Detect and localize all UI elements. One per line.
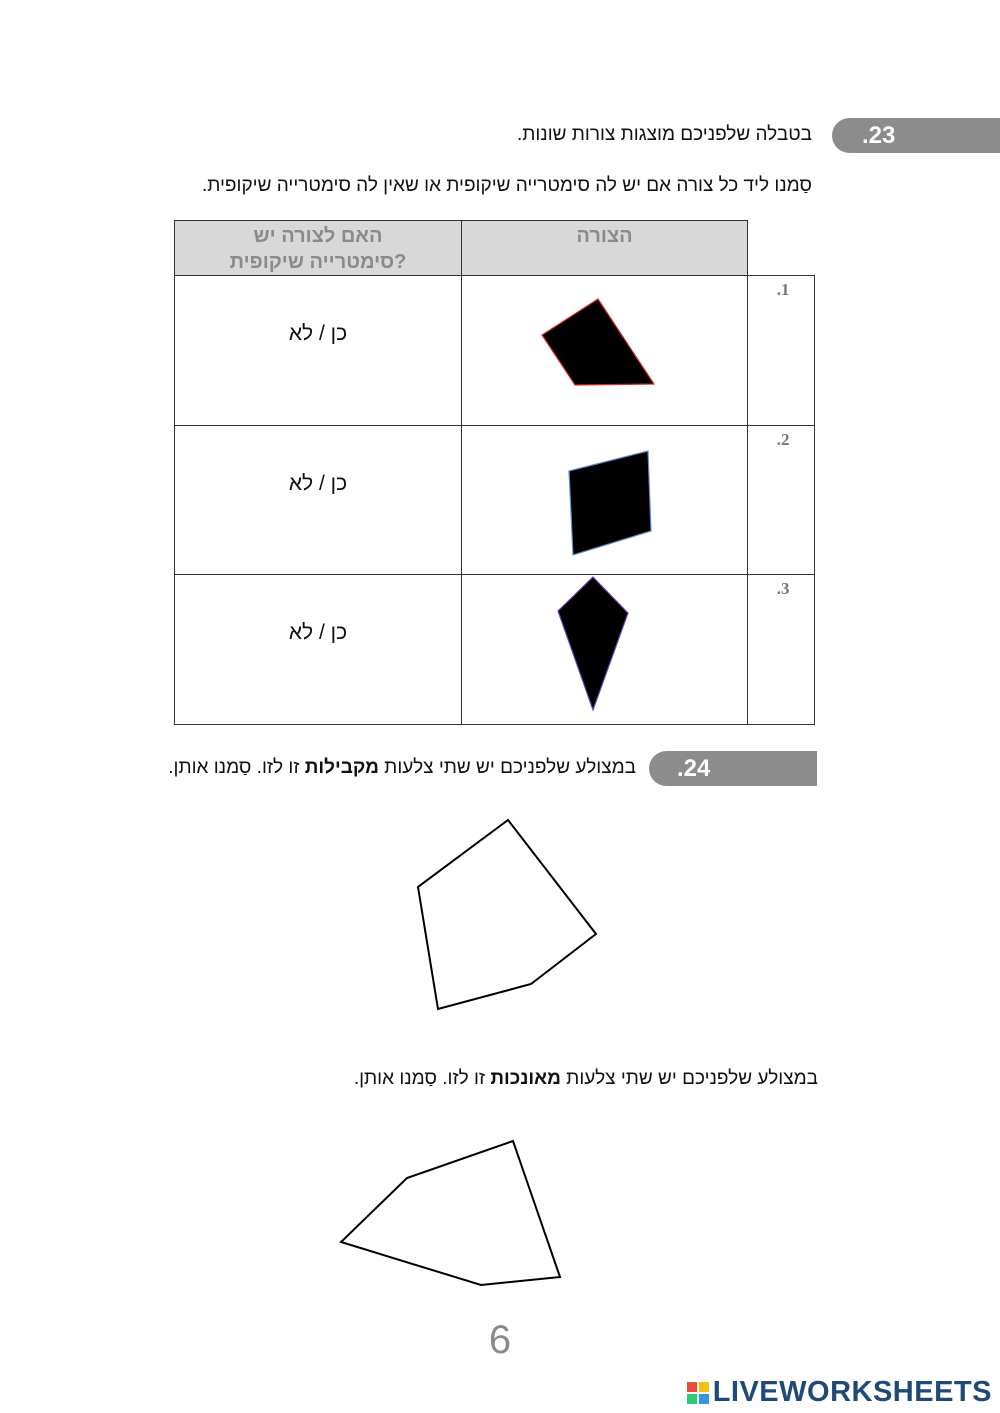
polygon-perpendicular-sides[interactable] — [0, 1120, 1000, 1300]
question-24-badge: .24 — [649, 751, 817, 786]
answer-cell[interactable]: כן / לא — [175, 575, 462, 725]
row-number: .1 — [748, 276, 815, 426]
question-23-instruction: סַמנו ליד כל צורה אם יש לה סימטרייה שיקופית או שאין לה סימטרייה שיקופית. — [201, 175, 812, 196]
question-24-parallel-text: במצולע שלפניכם יש שתי צלעות מקבילות זו לזו. סַמנו אותן. — [168, 757, 636, 778]
header-shape: הצורה — [462, 221, 748, 276]
shape-1-quadrilateral — [462, 276, 747, 420]
table-header-row — [175, 221, 815, 276]
page-number: 6 — [488, 1318, 512, 1362]
shape-cell — [462, 426, 748, 575]
logo-grid-icon — [687, 1382, 709, 1404]
question-24-perpendicular-text: במצולע שלפניכם יש שתי צלעות מאונכות זו לזו. סַמנו אותן. — [353, 1068, 818, 1089]
table-row — [175, 426, 815, 575]
shape-cell — [462, 276, 748, 426]
row-number: .3 — [748, 575, 815, 725]
shape-3-kite — [462, 575, 747, 719]
question-23-intro: בטבלה שלפניכם מוצגות צורות שונות. — [516, 124, 812, 145]
row-number: .2 — [748, 426, 815, 575]
header-question: האם לצורה יש סימטרייה שיקופית? — [175, 221, 462, 276]
liveworksheets-logo: LIVEWORKSHEETS — [687, 1376, 992, 1409]
answer-cell[interactable]: כן / לא — [175, 276, 462, 426]
answer-cell[interactable]: כן / לא — [175, 426, 462, 575]
shape-cell — [462, 575, 748, 725]
question-23-badge: .23 — [832, 118, 1000, 153]
shape-2-rhombus — [462, 426, 747, 569]
table-row — [175, 276, 815, 426]
table-row — [175, 575, 815, 725]
symmetry-table — [174, 220, 815, 725]
polygon-parallel-sides[interactable] — [0, 800, 1000, 1030]
